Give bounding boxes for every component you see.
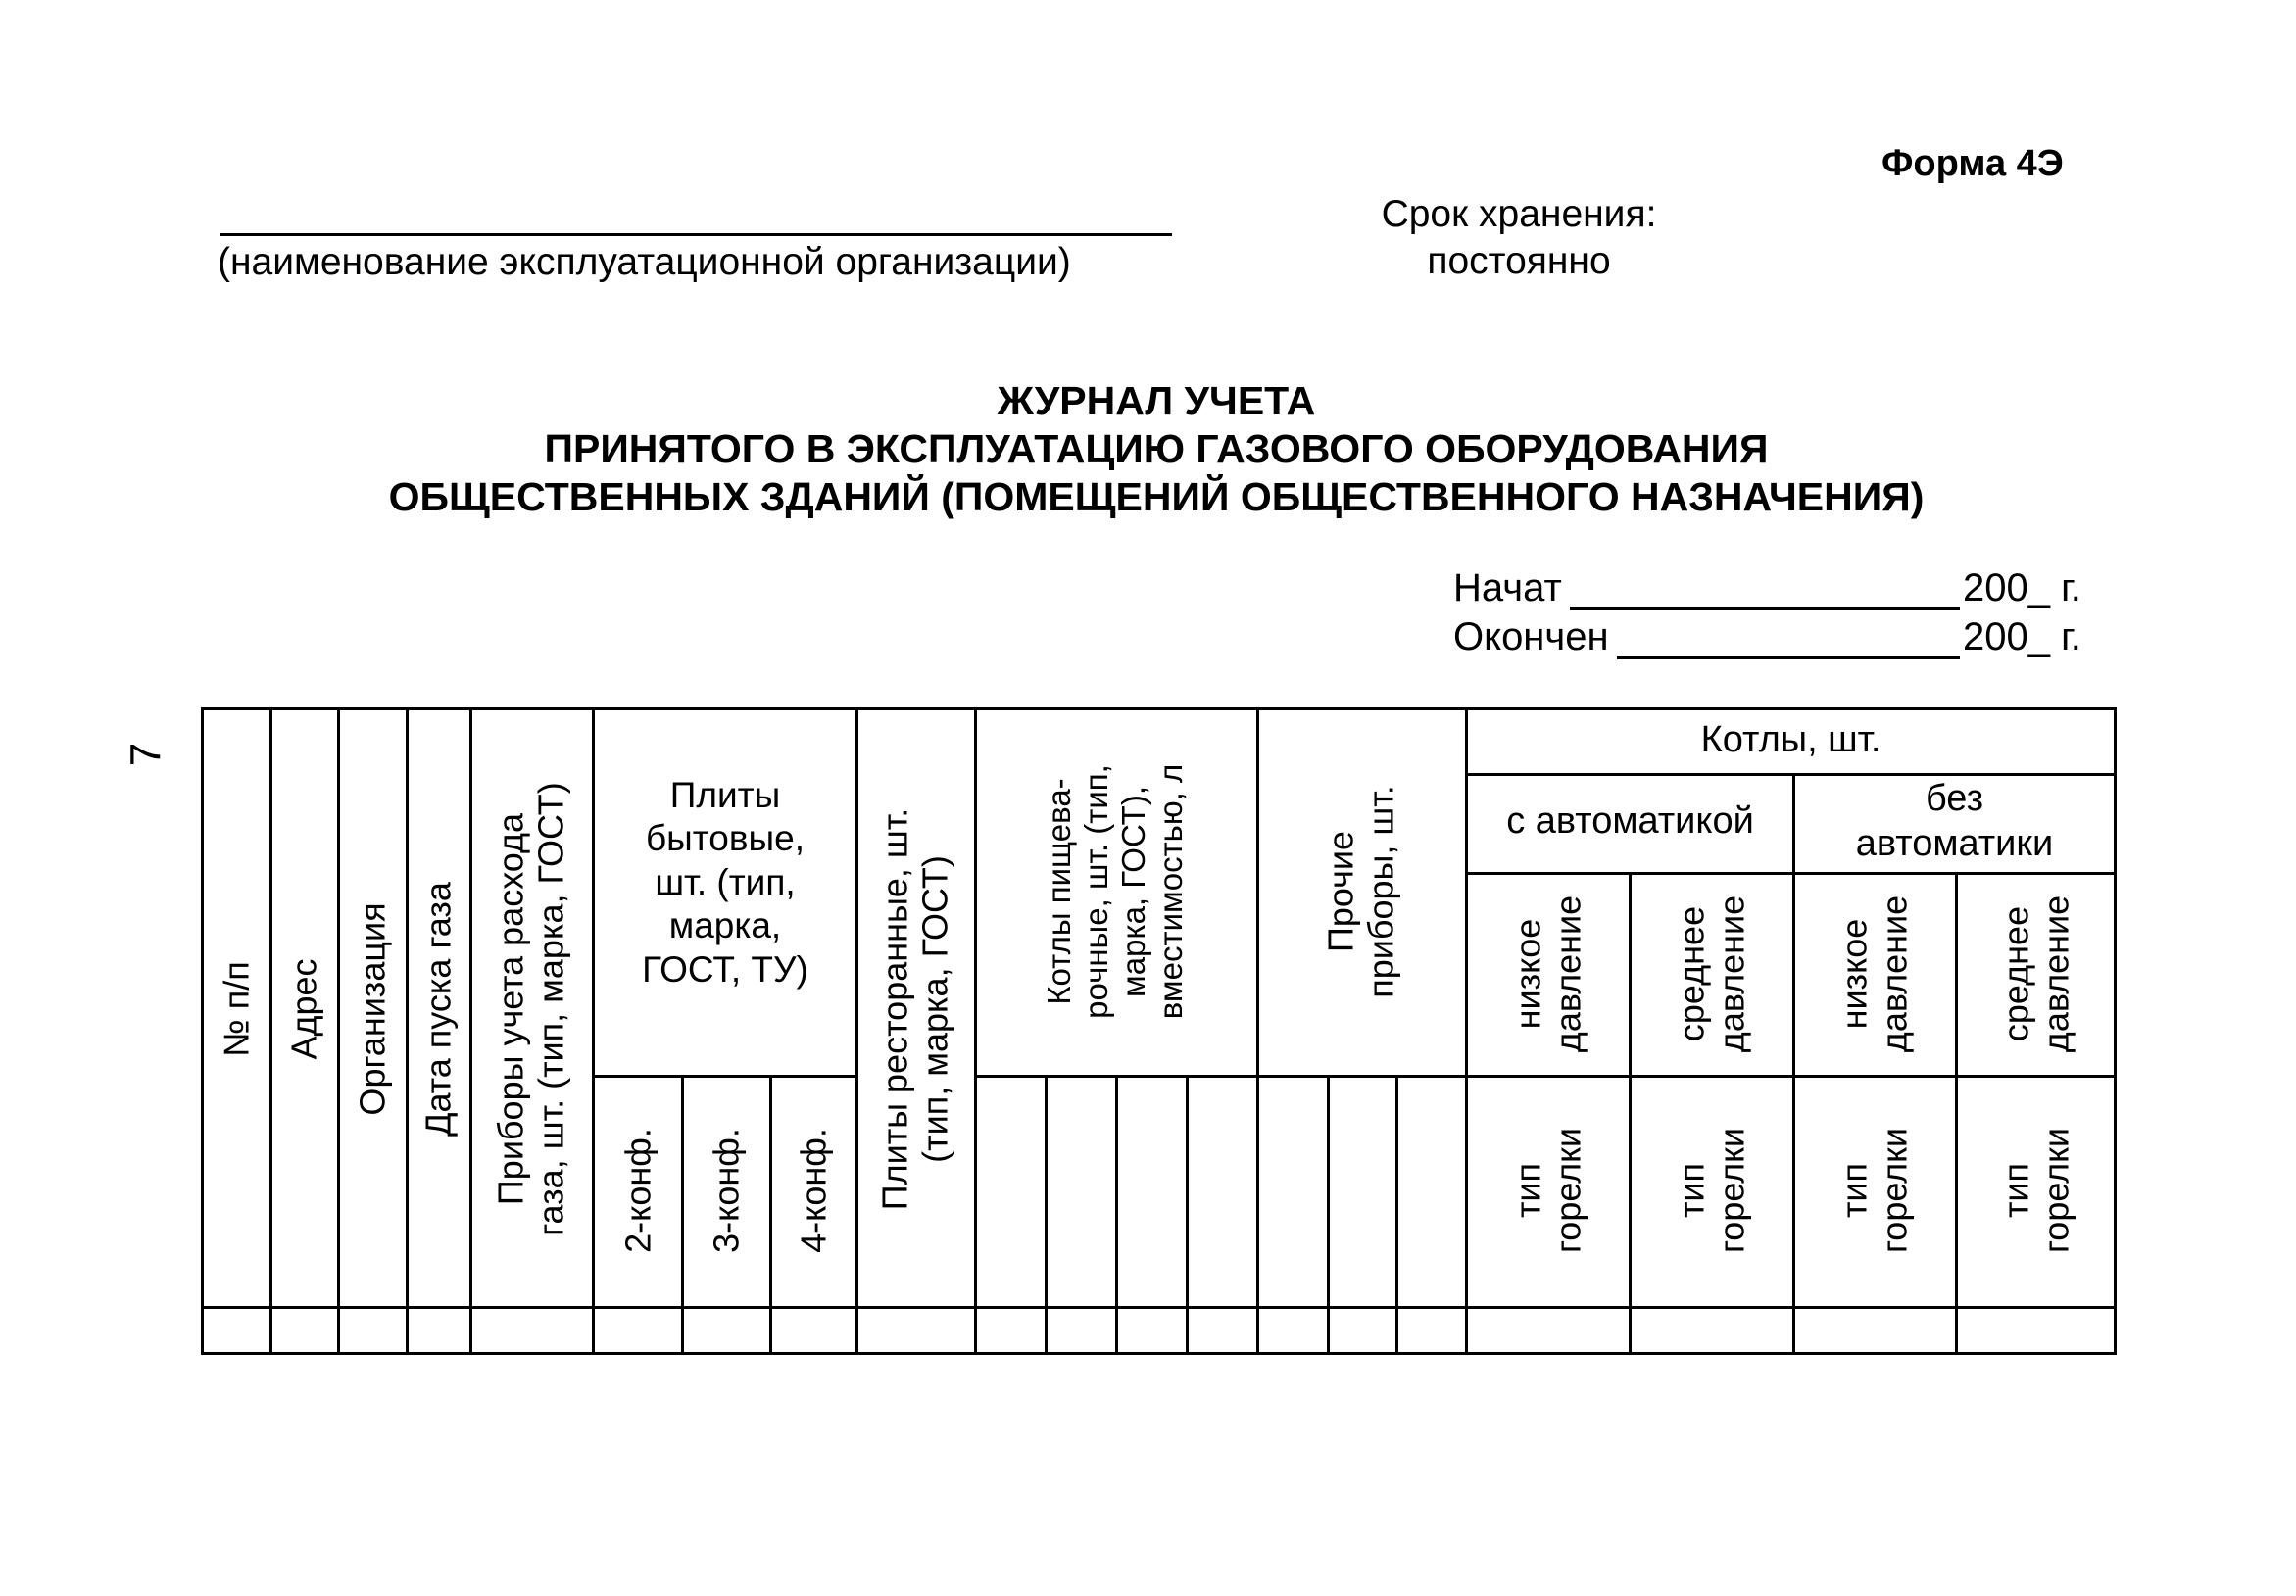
- food-boilers-line-3: марка, ГОСТ),: [1115, 786, 1151, 997]
- stoves-line-5: ГОСТ, ТУ): [642, 948, 808, 990]
- col-line: [1629, 872, 1632, 1355]
- pressure-word: среднее: [1995, 905, 2036, 1042]
- col-line: [2114, 707, 2117, 1355]
- pressure-word: давление: [1548, 895, 1588, 1053]
- stoves-line-3: шт. (тип,: [655, 861, 796, 902]
- header-number: № п/п: [216, 961, 257, 1057]
- title-line-1: ЖУРНАЛ УЧЕТА: [997, 378, 1316, 423]
- restaurant-line-1: Плиты ресторанные, шт.: [874, 807, 915, 1211]
- burner-word: тип: [1833, 1162, 1875, 1219]
- header-restaurant-stoves: [875, 808, 956, 1211]
- pressure-word: низкое: [1833, 918, 1875, 1030]
- stoves-line-2: бытовые,: [645, 818, 805, 859]
- header-burner-type-3: [1834, 1128, 1916, 1253]
- food-boilers-line-4: вместимостью, л: [1151, 763, 1189, 1020]
- pressure-word: низкое: [1507, 918, 1548, 1030]
- col-line: [1115, 1075, 1118, 1355]
- col-line: [269, 707, 272, 1355]
- burner-word: горелки: [1875, 1127, 1915, 1254]
- col-line: [855, 707, 858, 1355]
- header-meters: [491, 782, 572, 1236]
- no-auto-line-2: автоматики: [1855, 822, 2054, 864]
- col-line: [1327, 1075, 1330, 1355]
- header-burner-type-2: [1672, 1128, 1753, 1253]
- header-other-devices: [1321, 785, 1402, 998]
- stoves-line-1: Плиты: [669, 775, 781, 815]
- header-food-boilers: [1041, 764, 1190, 1019]
- header-burner-type-4: [1996, 1128, 2077, 1253]
- org-name-line: [220, 233, 1172, 236]
- header-3-burner: 3-конф.: [706, 1128, 747, 1253]
- header-2-burner: 2-конф.: [617, 1128, 659, 1253]
- page-title: [294, 377, 2019, 522]
- pressure-word: среднее: [1671, 905, 1712, 1042]
- storage-period: [1333, 191, 1705, 284]
- org-caption: (наименование эксплуатационной организации): [218, 241, 1071, 283]
- burner-word: тип: [1995, 1162, 2036, 1219]
- header-organization: Организация: [352, 902, 393, 1116]
- pressure-word: давление: [2036, 895, 2076, 1053]
- started-year: 200_ г.: [1963, 566, 2081, 609]
- burner-word: горелки: [2036, 1127, 2076, 1254]
- storage-label: Срок хранения:: [1381, 193, 1657, 235]
- header-mid-pressure-noauto: [1996, 895, 2077, 1052]
- col-line: [974, 707, 977, 1355]
- header-with-automation: с автоматикой: [1506, 800, 1754, 842]
- burner-word: тип: [1671, 1162, 1712, 1219]
- restaurant-line-2: (тип, марка, ГОСТ): [915, 855, 955, 1163]
- header-meters-line-2: газа, шт. (тип, марка, ГОСТ): [531, 782, 571, 1236]
- table-header-bottom: [201, 1306, 2117, 1309]
- header-gas-start-date: Дата пуска газа: [417, 882, 459, 1137]
- rule-automation: [1465, 872, 2117, 875]
- started-label: Начат: [1453, 566, 1562, 609]
- ended-line: [1617, 656, 1960, 659]
- rule-stoves: [592, 1075, 858, 1078]
- title-line-2: ПРИНЯТОГО В ЭКСПЛУАТАЦИЮ ГАЗОВОГО ОБОРУДОВАНИЯ: [544, 426, 1769, 472]
- title-line-3: ОБЩЕСТВЕННЫХ ЗДАНИЙ (ПОМЕЩЕНИЙ ОБЩЕСТВЕННОГО НАЗНАЧЕНИЯ): [388, 474, 1925, 520]
- pressure-word: давление: [1712, 895, 1752, 1053]
- burner-word: горелки: [1712, 1127, 1752, 1254]
- col-line: [1045, 1075, 1048, 1355]
- col-line: [1955, 872, 1958, 1355]
- col-line: [1186, 1075, 1189, 1355]
- stoves-line-4: марка,: [668, 905, 782, 946]
- other-line-1: Прочие: [1320, 830, 1361, 953]
- food-boilers-line-1: Котлы пищева-: [1041, 778, 1078, 1005]
- other-line-2: приборы, шт.: [1361, 785, 1401, 998]
- page-number: 7: [122, 742, 171, 767]
- rule-boilers-group: [1465, 773, 2117, 776]
- header-4-burner: 4-конф.: [793, 1128, 834, 1253]
- header-burner-type-1: [1508, 1128, 1589, 1253]
- header-mid-pressure-auto: [1672, 895, 1753, 1052]
- storage-value: постоянно: [1427, 239, 1611, 282]
- header-boilers: Котлы, шт.: [1700, 719, 1881, 760]
- col-line: [769, 1075, 772, 1355]
- ended-label: Окончен: [1453, 615, 1609, 658]
- table-border-bottom: [201, 1352, 2117, 1355]
- started-line: [1570, 607, 1960, 610]
- ended-year: 200_ г.: [1963, 615, 2081, 658]
- rule-sublevel: [974, 1075, 2117, 1078]
- burner-word: горелки: [1548, 1127, 1588, 1254]
- burner-word: тип: [1507, 1162, 1548, 1219]
- col-line: [1395, 1075, 1398, 1355]
- col-line: [337, 707, 340, 1355]
- col-line: [1256, 707, 1259, 1355]
- header-meters-line-1: Приборы учета расхода: [490, 812, 531, 1206]
- table-border-top: [201, 707, 2117, 710]
- col-line: [201, 707, 204, 1355]
- no-auto-line-1: без: [1925, 778, 1984, 819]
- header-household-stoves: [595, 774, 855, 991]
- header-low-pressure-auto: [1508, 895, 1589, 1052]
- header-address: Адрес: [283, 958, 324, 1060]
- header-without-automation: [1795, 777, 2114, 866]
- food-boilers-line-2: рочные, шт. (тип,: [1078, 764, 1115, 1019]
- form-label: Форма 4Э: [1881, 143, 2064, 184]
- col-line: [406, 707, 409, 1355]
- col-line: [681, 1075, 684, 1355]
- pressure-word: давление: [1875, 895, 1915, 1053]
- col-line: [469, 707, 472, 1355]
- header-low-pressure-noauto: [1834, 895, 1916, 1052]
